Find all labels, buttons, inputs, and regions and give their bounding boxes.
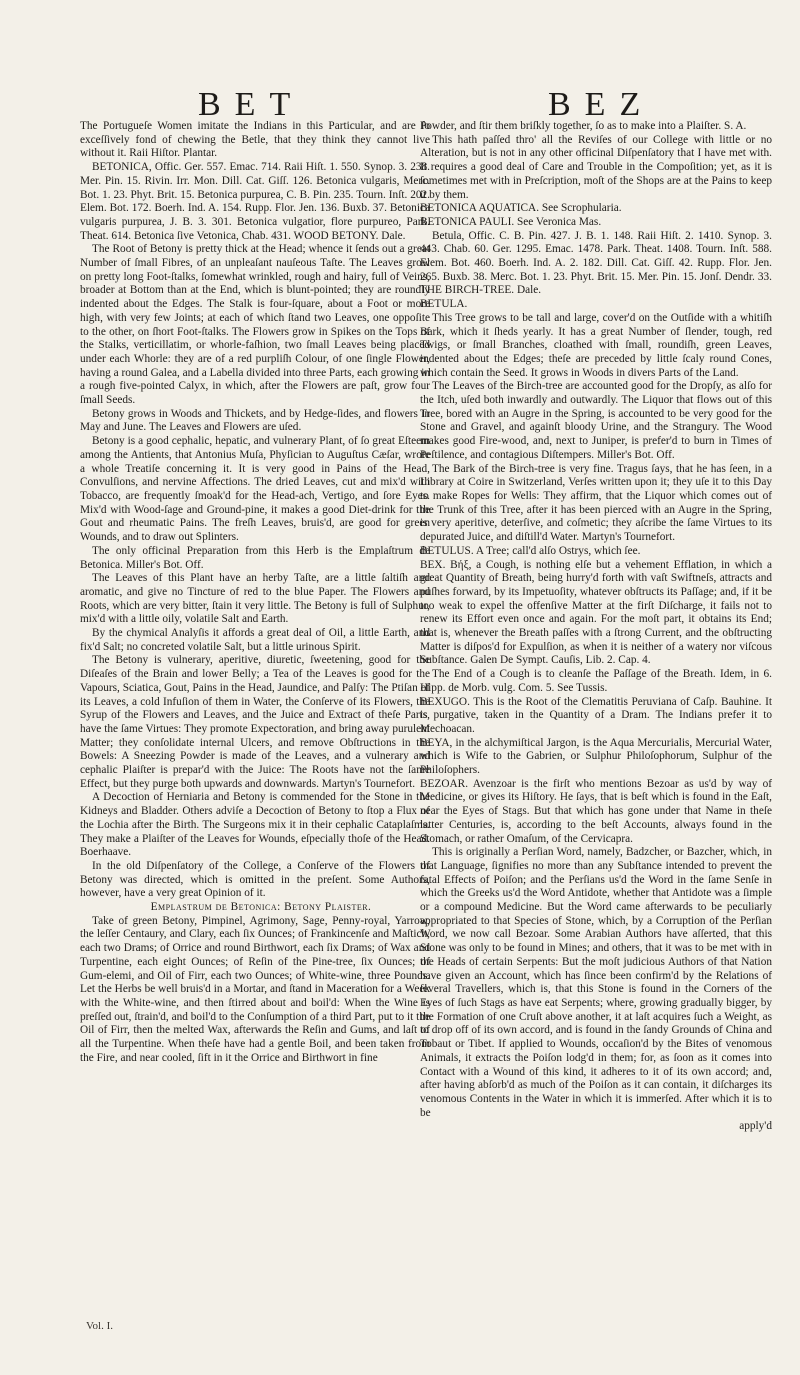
- section-subhead: Emplastrum de Betonica: Betony Plaister.: [150, 901, 372, 914]
- paragraph: The Root of Betony is pretty thick at the Head; whence it ſends out a great Number of ſmall Fibres, of an unpleaſant nauſeous Taſte. The Leaves grow on pretty long Foot-ſtalks, ſomewhat wrinkled, rough and hairy, full of Veins, broader at Bottom than at the End, which is blunt-pointed; they are roundly indented about the Edges. The Stalk is four-ſquare, about a Foot or more high, with very few Joints; at each of which ſtand two Leaves, one oppoſite to the other, on ſhort Foot-ſtalks. The Flowers grow in Spikes on the Tops of the Stalks, verticillatim, or whorle-faſhion, two ſmall Leaves being placed under each Whorle: they are of a red purpliſh Colour, of one ſingle Flower, having a round Galea, and a Labella divided into three Parts, each growing in a rough five-pointed Calyx, in which, after the Flowers are paſt, grow four ſmall Seeds.: [80, 243, 430, 407]
- entry-heading: BETONICA PAULI. See Veronica Mas.: [420, 215, 602, 228]
- recipe-paragraph: Take of green Betony, Pimpinel, Agrimony, Sage, Penny-royal, Yarrow, the leſſer Centaury, and Clary, each ſix Ounces; of Frankincenſe and Maſtich, each two Drams; of Orrice and round Birthwort, each ſix Drams; of Wax and Turpentine, each eight Ounces; of Reſin of the Pine-tree, ſix Ounces; of Gum-elemi, and Oil of Firr, each two Ounces; of White-wine, three Pounds. Let the Herbs be well bruis'd in a Mortar, and ſtand in Maceration for a Week with the White-wine, and then ſtirred about and boil'd: When the Wine is preſſed out, ſtrain'd, and boil'd to the Conſumption of a third Part, put to it the Oil of Firr, then the melted Wax, afterwards the Reſin and Gums, and laſt of all the Turpentine. When theſe have had a gentle Boil, and been taken from the Fire, and near cooled, ſift in it the Orrice and Birthwort in fine: [80, 914, 430, 1064]
- paragraph: BEZOAR. Avenzoar is the firſt who mentions Bezoar as us'd by way of Medicine, or gives its Hiſtory. He ſays, that is beſt which is found in the Eaſt, near the Eyes of Stags. But that which has gone under that Name in theſe latter Centuries, is, according to the beſt Accounts, always found in the Stomach, or rather Omaſum, of the Cervicapra.: [420, 777, 772, 845]
- paragraph: By the chymical Analyſis it affords a great deal of Oil, a little Earth, and fix'd Salt; no concreted volatile Salt, but a little urinous Spirit.: [80, 627, 430, 653]
- paragraph: The End of a Cough is to cleanſe the Paſſage of the Breath. Idem, in 6. Hipp. de Morb. vulg. Com. 5. See Tussis.: [420, 668, 772, 694]
- paragraph: This Tree grows to be tall and large, cover'd on the Outſide with a whitiſh Bark, which it ſheds yearly. It has a great Number of ſlender, tough, red Twigs, or ſmall Branches, cloathed with ſmall, roundiſh, green Leaves, indented about the Edges; theſe are preceded by little ſcaly round Cones, which contain the Seed. It grows in Woods in divers Parts of the Land.: [420, 311, 772, 379]
- paragraph: Betony grows in Woods and Thickets, and by Hedge-ſides, and flowers in May and June. The Leaves and Flowers are uſed.: [80, 407, 430, 434]
- paragraph: BEYA, in the alchymiſtical Jargon, is the Aqua Mercurialis, Mercurial Water, which is Wife to the Gabrien, or Sulphur Philoſophorum, Sulphur of the Philoſophers.: [420, 736, 772, 777]
- paragraph: The Leaves of this Plant have an herby Taſte, are a little ſaltiſh and aromatic, and give no Tincture of red to the blue Paper. The Flowers and Roots, which are very bitter, ſtain it very little. The Betony is full of Sulphur, mix'd with a little oily, volatile Salt and Earth.: [80, 572, 430, 626]
- paragraph: BETONICA, Offic. Ger. 557. Emac. 714. Raii Hiſt. 1. 550. Synop. 3. 238. Mer. Pin. 15. Rivin. Irr. Mon. Dill. Cat. Giſſ. 126. Betonica vulgaris, Merc. Bot. 1. 23. Phyt. Brit. 15. Betonica purpurea, C. B. Pin. 235. Tourn. Inſt. 202. Elem. Bot. 172. Boerh. Ind. A. 154. Rupp. Flor. Jen. 136. Buxb. 37. Betonica vulgaris purpurea, J. B. 3. 301. Betonica vulgatior, flore purpureo, Park. Theat. 614. Betonica ſive Vetonica, Chab. 431. WOOD BETONY. Dale.: [80, 161, 430, 242]
- entry-heading: BETULUS. A Tree; call'd alſo Ostrys, which ſee.: [420, 544, 641, 557]
- paragraph: The only officinal Preparation from this Herb is the Emplaſtrum de Betonica. Miller's Bot. Off.: [80, 544, 430, 571]
- paragraph: This is originally a Perſian Word, namely, Badzcher, or Bazcher, which, in that Language, ſignifies no more than any Subſtance intended to prevent the fatal Effects of Poiſon; and the Perſians us'd the Word in the ſame Senſe in which the Greeks us'd the Word Antidote, whether that Antidote was a ſimple or a compound Medicine. But the Word came afterwards to be peculiarly appropriated to that Species of Stone, which, by a Corruption of the Perſian Word, we now call Bezoar. Some Arabian Authors have aſſerted, that this Stone was only to be found in Mines; and others, that it was to be met with in the Heads of certain Serpents: But the moſt judicious Authors of that Nation have given an Account, which has ſince been confirm'd by the Relations of ſeveral Travellers, which is, that this Stone is found in the Corners of the Eyes of ſuch Stags as have eat Serpents; where, growing gradually bigger, by the Formation of one Cruſt above another, it at laſt acquires ſuch a Weight, as to drop off of its own accord, and is found in the ſandy Grounds of China and Tobaut or Tibet. If applied to Wounds, occaſion'd by the Bites of venomous Animals, it extracts the Poiſon lodg'd in them; for, as ſoon as it comes into Contact with a Wound of this kind, it adheres to it of its own accord; and, after having abſorb'd as much of the Poiſon as it can contain, it diſcharges its venomous Contents in the Water in which it is immerſed. After which it is to be: [420, 846, 772, 1119]
- signature-mark: Vol. I.: [86, 1320, 113, 1332]
- paragraph: Powder, and ſtir them briſkly together, ſo as to make into a Plaiſter. S. A.: [420, 120, 747, 132]
- left-column: [80, 120, 430, 1066]
- paragraph: The Portugueſe Women imitate the Indians in this Particular, and are ſo exceſſively fond of chewing the Betle, that they think they cannot live without it. Raii Hiſtor. Plantar.: [80, 120, 430, 160]
- paragraph: Betula, Offic. C. B. Pin. 427. J. B. 1. 148. Raii Hiſt. 2. 1410. Synop. 3. 443. Chab. 60. Ger. 1295. Emac. 1478. Park. Theat. 1408. Tourn. Inſt. 588. Elem. Bot. 460. Boerh. Ind. A. 2. 182. Dill. Cat. Giſſ. 42. Rupp. Flor. Jen. 265. Buxb. 38. Merc. Bot. 1. 23. Phyt. Brit. 15. Mer. Pin. 15. Jonſ. Dendr. 33. THE BIRCH-TREE. Dale.: [420, 229, 772, 297]
- paragraph: The Leaves of the Birch-tree are accounted good for the Dropſy, as alſo for the Itch, uſed both inwardly and outwardly. The Liquor that flows out of this Tree, bored with an Augre in the Spring, is accounted to be very good for the Stone and Gravel, and againſt bloody Urine, and the Strangury. The Wood makes good Fire-wood, and, next to Juniper, is prefer'd to burn in Times of Peſtilence, and contagious Diſtempers. Miller's Bot. Off.: [420, 380, 772, 461]
- paragraph: The Betony is vulnerary, aperitive, diuretic, ſweetening, good for the Diſeaſes of the Brain and lower Belly; a Tea of the Leaves is good for the Vapours, Sciatica, Gout, Pains in the Head, Jaundice, and Palſy: The Ptiſan of its Leaves, a cold Infuſion of them in Water, the Conſerve of its Flowers, the Syrup of the Flowers and Leaves, and the Juice and Extract of theſe Parts, have the ſame Virtues: They promote Expectoration, and bring away purulent Matter; they conſolidate internal Ulcers, and remove Obſtructions in the Bowels: A Sneezing Powder is made of the Leaves, and a vulnerary and cephalic Plaiſter is prepar'd with the Juice: The Roots have not the ſame Effect, but they purge both upwards and downwards. Martyn's Tournefort.: [80, 654, 430, 790]
- paragraph: In the old Diſpenſatory of the College, a Conſerve of the Flowers of Betony was directed, which is omitted in the preſent. Some Authors, however, have a very great Opinion of it.: [80, 859, 430, 900]
- running-head-left: BET: [198, 86, 305, 123]
- paragraph: BEXUGO. This is the Root of the Clematitis Peruviana of Caſp. Bauhine. It is purgative, taken in the Quantity of a Dram. The Indians prefer it to Mechoacan.: [420, 695, 772, 735]
- paragraph: The Bark of the Birch-tree is very fine. Tragus ſays, that he has ſeen, in a Library at Coire in Switzerland, Verſes written upon it; they uſe it to this Day to make Ropes for Wells: They affirm, that the Liquor which comes out of the Trunk of this Tree, after it has been pierced with an Augre in the Spring, is very aperitive, deterſive, and coſmetic; they aſcribe the ſame Virtues to its depurated Juice, and diſtill'd Water. Martyn's Tournefort.: [420, 462, 772, 544]
- paragraph: This hath paſſed thro' all the Reviſes of our College with little or no Alteration, but is not in any other officinal Diſpenſatory that I have met with. It requires a good deal of Care and Trouble in the Compoſition; yet, as it is ſometimes met with in Preſcription, moſt of the Shops are at the Pains to keep it by them.: [420, 133, 772, 201]
- paragraph: BEX. Βήξ, a Cough, is nothing elſe but a vehement Efflation, in which a great Quantity of Breath, being hurry'd forth with vaſt Swiftneſs, attracts and puſhes forward, by its Impetuoſity, whatever obſtructs its Paſſage; and, if it be too weak to expel the offenſive Matter at the firſt Diſcharge, it fails not to renew its Effort even once and again. For the moſt part, it obtains its End; that is, whenever the Breath paſſes with a ſtrong Current, and the obſtructing Matter is diſpos'd for Expulſion, as when it is neither of a watery nor viſcous Subſtance. Galen De Sympt. Cauſis, Lib. 2. Cap. 4.: [420, 558, 772, 667]
- right-column: [420, 120, 772, 1134]
- paragraph: Betony is a good cephalic, hepatic, and vulnerary Plant, of ſo great Eſteem among the Antients, that Antonius Muſa, Phyſician to Auguſtus Cæſar, wrote a whole Treatiſe concerning it. It is very good in Pains of the Head, Convulſions, and nervine Affections. The dried Leaves, cut and mix'd with Tobacco, are frequently ſmoak'd for the Head-ach, Vertigo, and ſore Eyes. Mix'd with Wood-ſage and Ground-pine, it makes a good Diet-drink for the Gout and rheumatic Pains. The freſh Leaves, bruis'd, are good for green Wounds, and to draw out Splinters.: [80, 435, 430, 544]
- entry-heading: BETULA.: [420, 298, 468, 311]
- paragraph: A Decoction of Herniaria and Betony is commended for the Stone in the Kidneys and Bladder. Others adviſe a Decoction of Betony to ſtop a Flux of the Lochia after the Birth. The Surgeons mix it in their cephalic Cataplaſms. They make a Plaiſter of the Leaves for Wounds, eſpecially thoſe of the Head. Boerhaave.: [80, 791, 430, 859]
- running-head-right: BEZ: [548, 86, 655, 123]
- catchword: apply'd: [739, 1120, 772, 1133]
- entry-heading: BETONICA AQUATICA. See Scrophularia.: [420, 202, 622, 215]
